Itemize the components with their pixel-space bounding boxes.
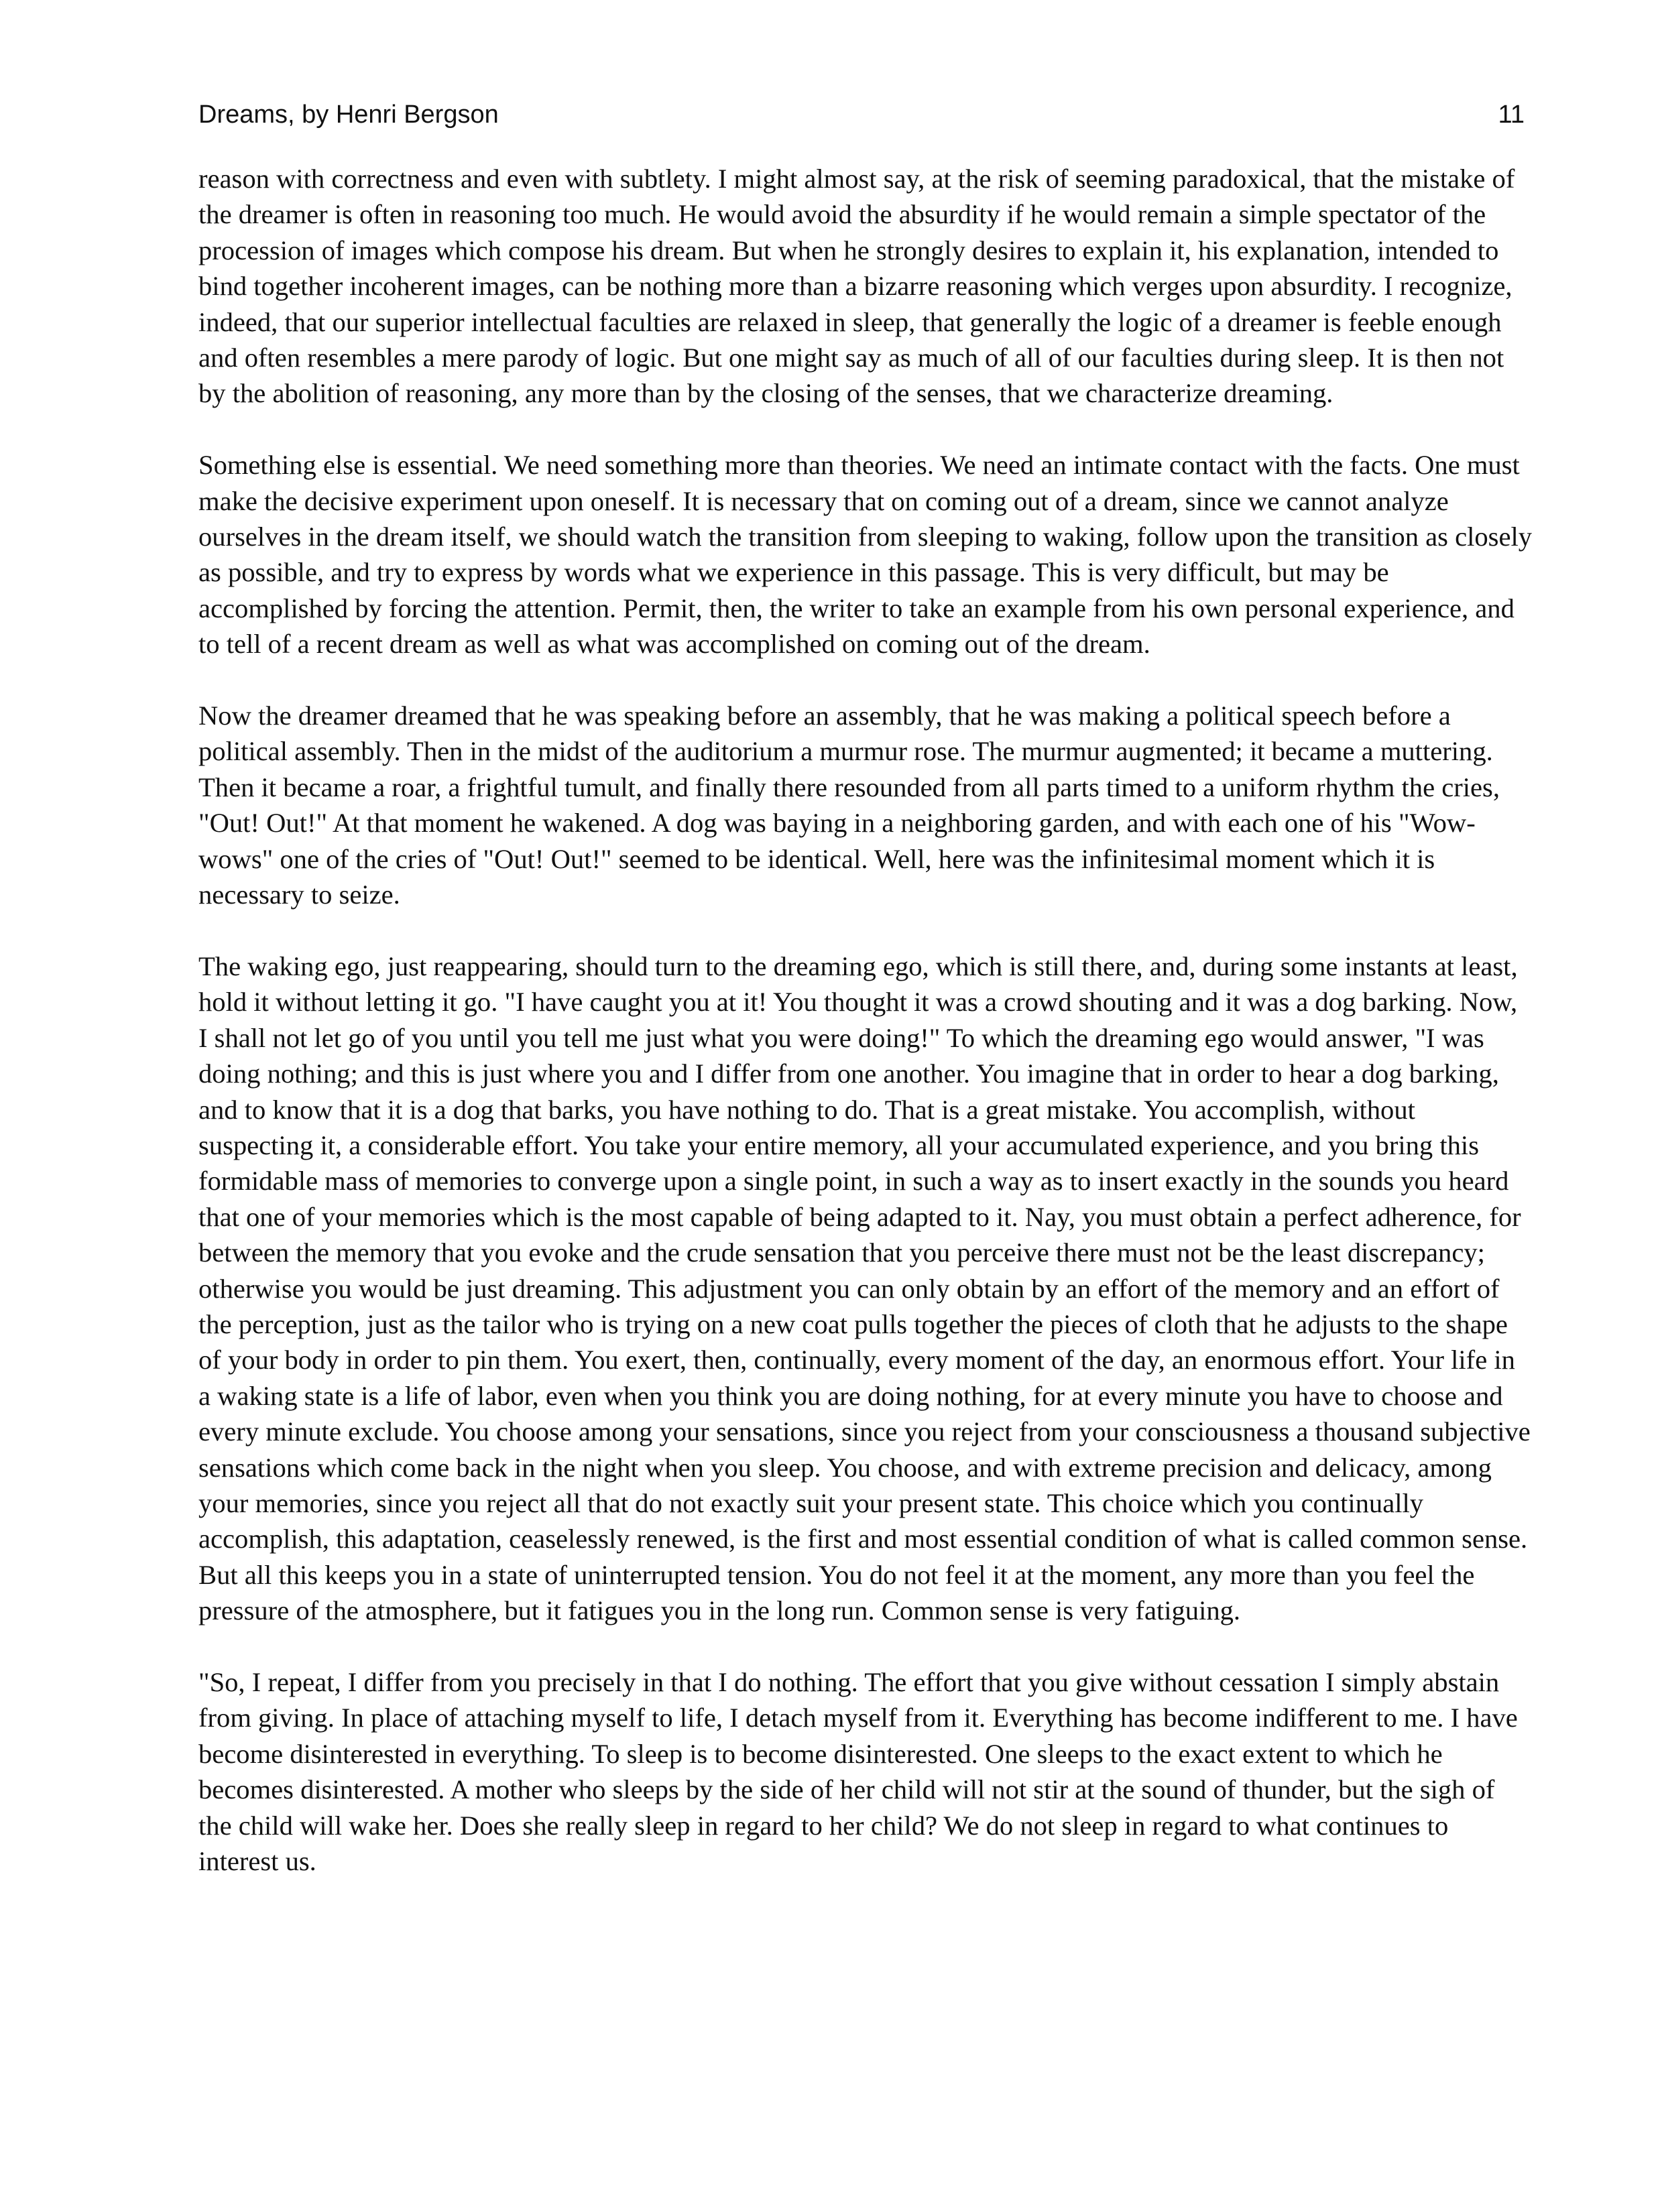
running-header-title: Dreams, by Henri Bergson: [198, 101, 499, 129]
paragraph: Now the dreamer dreamed that he was speaking before an assembly, that he was making a political speech before a political assembly. Then in the midst of the auditorium a murmur rose. The murmur augmented; it became a muttering. Then it became a roar, a frightful tumult, and finally there resounded from all parts timed to a uniform rhythm the cries, "Out! Out!" At that moment he wakened. A dog was baying in a neighboring garden, and with each one of his "Wow-wows" one of the cries of "Out! Out!" seemed to be identical. Well, here was the infinitesimal moment which it is necessary to seize.: [198, 700, 1500, 910]
paragraph: reason with correctness and even with subtlety. I might almost say, at the risk of seeming paradoxical, that the mistake of the dreamer is often in reasoning too much. He would avoid the absurdity if he would remain a simple spectator of the procession of images which compose his dream. But when he strongly desires to explain it, his explanation, intended to bind together incoherent images, can be nothing more than a bizarre reasoning which verges upon absurdity. I recognize, indeed, that our superior intellectual faculties are relaxed in sleep, that generally the logic of a dreamer is feeble enough and often resembles a mere parody of logic. But one might say as much of all of our faculties during sleep. It is then not by the abolition of reasoning, any more than by the closing of the senses, that we characterize dreaming.: [198, 164, 1515, 409]
paragraph: Something else is essential. We need something more than theories. We need an intimate contact with the facts. One must make the decisive experiment upon oneself. It is necessary that on coming out of a dream, since we cannot analyze ourselves in the dream itself, we should watch the transition from sleeping to waking, follow upon the transition as closely as possible, and try to express by words what we experience in this passage. This is very difficult, but may be accomplished by forcing the attention. Permit, then, the writer to take an example from his own personal experience, and to tell of a recent dream as well as what was accomplished on coming out of the dream.: [198, 450, 1533, 660]
page-number: 11: [1498, 101, 1525, 129]
body-text: [198, 161, 1533, 1915]
paragraph: "So, I repeat, I differ from you precisely in that I do nothing. The effort that you give without cessation I simply abstain from giving. In place of attaching myself to life, I detach myself from it. Everything has become indifferent to me. I have become disinterested in everything. To sleep is to become disinterested. One sleeps to the exact extent to which he becomes disinterested. A mother who sleeps by the side of her child will not stir at the sound of thunder, but the sigh of the child will wake her. Does she really sleep in regard to her child? We do not sleep in regard to what continues to interest us.: [198, 1667, 1518, 1877]
paragraph: The waking ego, just reappearing, should turn to the dreaming ego, which is still there, and, during some instants at least, hold it without letting it go. "I have caught you at it! You thought it was a crowd shouting and it was a dog barking. Now, I shall not let go of you until you tell me just what you were doing!" To which the dreaming ego would answer, "I was doing nothing; and this is just where you and I differ from one another. You imagine that in order to hear a dog barking, and to know that it is a dog that barks, you have nothing to do. That is a great mistake. You accomplish, without suspecting it, a considerable effort. You take your entire memory, all your accumulated experience, and you bring this formidable mass of memories to converge upon a single point, in such a way as to insert exactly in the sounds you heard that one of your memories which is the most capable of being adapted to it. Nay, you must obtain a perfect adherence, for between the memory that you evoke and the crude sensation that you perceive there must not be the least discrepancy; otherwise you would be just dreaming. This adjustment you can only obtain by an effort of the memory and an effort of the perception, just as the tailor who is trying on a new coat pulls together the pieces of cloth that he adjusts to the shape of your body in order to pin them. You exert, then, continually, every moment of the day, an enormous effort. Your life in a waking state is a life of labor, even when you think you are doing nothing, for at every minute you have to choose and every minute exclude. You choose among your sensations, since you reject from your consciousness a thousand subjective sensations which come back in the night when you sleep. You choose, and with extreme precision and delicacy, among your memories, since you reject all that do not exactly suit your present state. This choice which you continually accomplish, this adaptation, ceaselessly renewed, is the first and most essential condition of what is called common sense. But all this keeps you in a state of uninterrupted tension. You do not feel it at the moment, any more than you feel the pressure of the atmosphere, but it fatigues you in the long run. Common sense is very fatiguing.: [198, 950, 1531, 1626]
running-header: [198, 101, 1525, 141]
